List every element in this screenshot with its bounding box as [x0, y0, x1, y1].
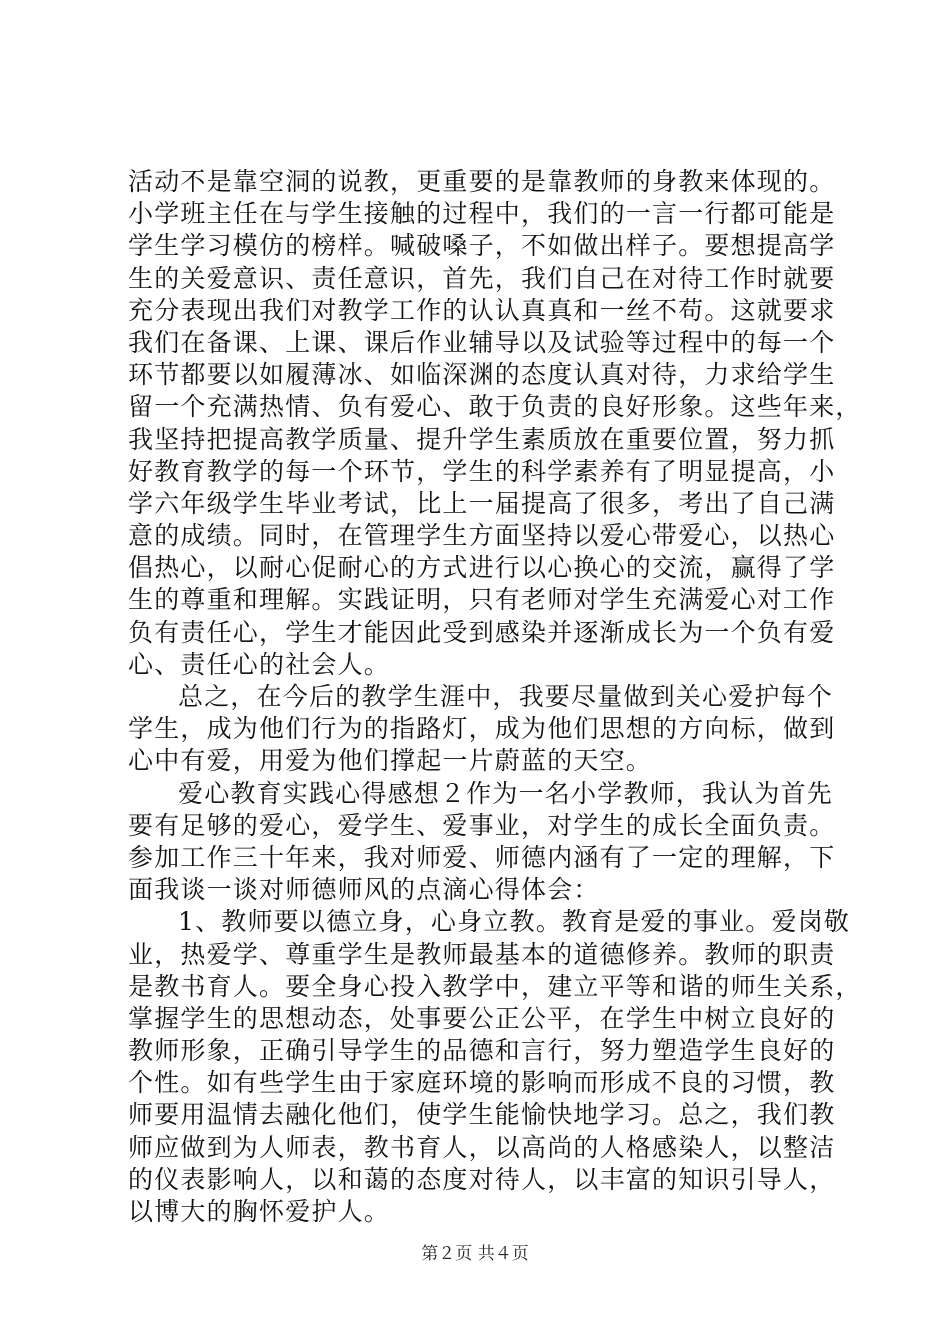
- text-line: 好教育教学的每一个环节，学生的科学素养有了明显提高，小: [128, 456, 836, 486]
- text-line: 负有责任心，学生才能因此受到感染并逐渐成长为一个负有爱: [128, 617, 836, 647]
- text-line: 生的关爱意识、责任意识，首先，我们自己在对待工作时就要: [128, 263, 836, 293]
- text-line: 师要用温情去融化他们，使学生能愉快地学习。总之，我们教: [128, 1100, 836, 1130]
- text-line: 的仪表影响人，以和蔼的态度对待人，以丰富的知识引导人，: [128, 1164, 836, 1194]
- text-line: 学生，成为他们行为的指路灯，成为他们思想的方向标，做到: [128, 714, 836, 744]
- text-line: 环节都要以如履薄冰、如临深渊的态度认真对待，力求给学生: [128, 360, 836, 390]
- text-line: 小学班主任在与学生接触的过程中，我们的一言一行都可能是: [128, 199, 836, 229]
- text-line: 留一个充满热情、负有爱心、敢于负责的良好形象。这些年来，: [128, 392, 862, 422]
- text-line: 充分表现出我们对教学工作的认认真真和一丝不苟。这就要求: [128, 295, 836, 325]
- text-line: 学生学习模仿的榜样。喊破嗓子，不如做出样子。要想提高学: [128, 231, 836, 261]
- paragraph-start-line: 总之，在今后的教学生涯中，我要尽量做到关心爱护每个: [178, 682, 834, 711]
- body-text: [128, 166, 862, 1228]
- text-line: 意的成绩。同时，在管理学生方面坚持以爱心带爱心，以热心: [128, 521, 836, 551]
- text-line: 面我谈一谈对师德师风的点滴心得体会：: [128, 875, 600, 905]
- paragraph-start-line: 1、教师要以德立身，心身立教。教育是爱的事业。爱岗敬: [178, 907, 851, 937]
- text-line: 业，热爱学、尊重学生是教师最基本的道德修养。教师的职责: [128, 939, 836, 969]
- text-line: 以博大的胸怀爱护人。: [128, 1197, 391, 1226]
- text-line: 心、责任心的社会人。: [128, 649, 391, 679]
- text-line: 参加工作三十年来，我对师爱、师德内涵有了一定的理解，下: [128, 842, 836, 872]
- text-line: 我们在备课、上课、课后作业辅导以及试验等过程中的每一个: [128, 327, 836, 357]
- text-line: 掌握学生的思想动态，处事要公正公平，在学生中树立良好的: [128, 1003, 836, 1033]
- text-line: 个性。如有些学生由于家庭环境的影响而形成不良的习惯，教: [128, 1068, 836, 1098]
- page-number-footer: 第２页 共４页: [421, 1244, 529, 1264]
- text-line: 倡热心，以耐心促耐心的方式进行以心换心的交流，赢得了学: [128, 553, 836, 583]
- text-line: 活动不是靠空洞的说教，更重要的是靠教师的身教来体现的。: [128, 167, 836, 196]
- text-line: 生的尊重和理解。实践证明，只有老师对学生充满爱心对工作: [128, 585, 836, 615]
- text-line: 心中有爱，用爱为他们撑起一片蔚蓝的天空。: [128, 746, 653, 776]
- paragraph-start-line: 爱心教育实践心得感想２作为一名小学教师，我认为首先: [178, 778, 834, 808]
- text-line: 我坚持把提高教学质量、提升学生素质放在重要位置，努力抓: [128, 424, 836, 454]
- text-line: 学六年级学生毕业考试，比上一届提高了很多，考出了自己满: [128, 488, 836, 518]
- text-line: 是教书育人。要全身心投入教学中，建立平等和谐的师生关系，: [128, 971, 862, 1001]
- text-line: 要有足够的爱心，爱学生、爱事业，对学生的成长全面负责。: [128, 810, 836, 840]
- text-line: 师应做到为人师表，教书育人，以高尚的人格感染人，以整洁: [128, 1132, 836, 1162]
- text-line: 教师形象，正确引导学生的品德和言行，努力塑造学生良好的: [128, 1036, 836, 1066]
